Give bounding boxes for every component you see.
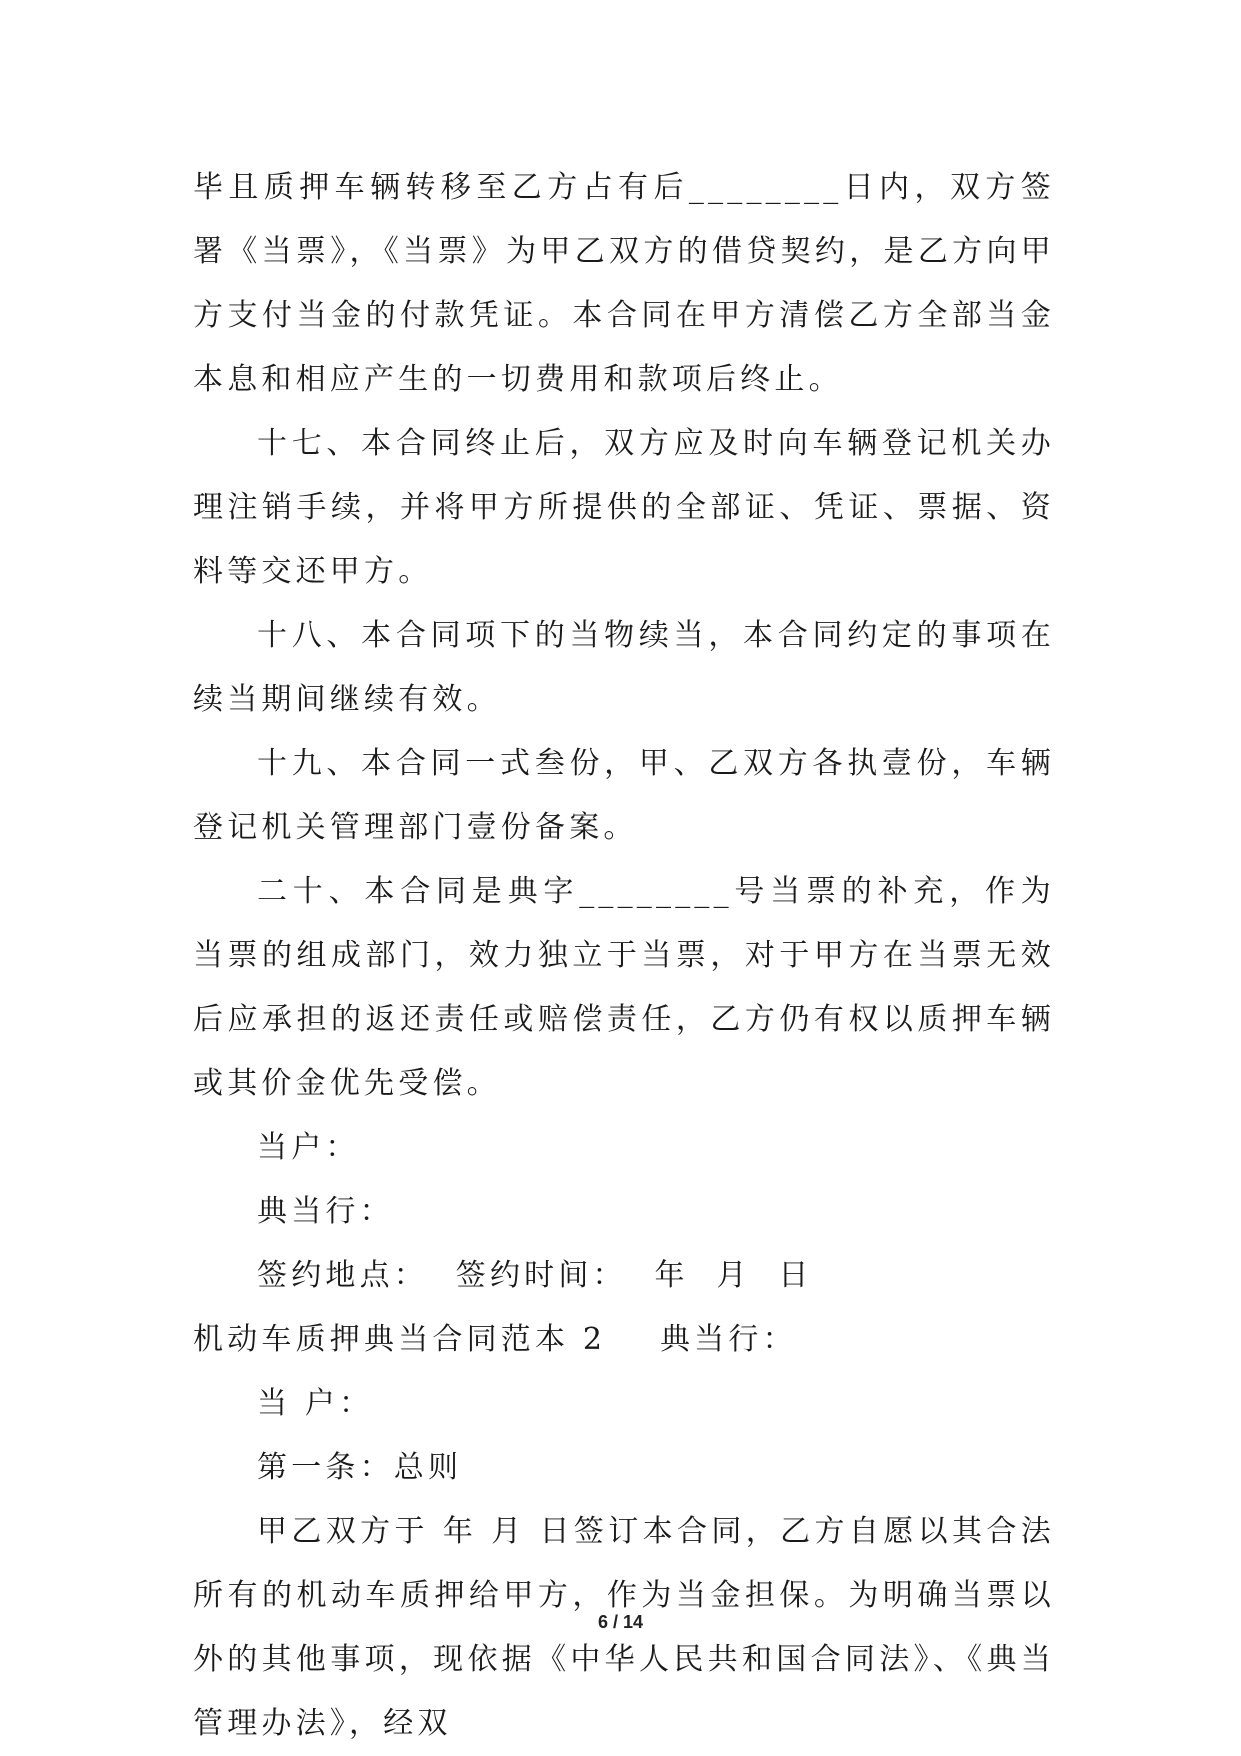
article-1-title: 第一条：总则 <box>257 1450 463 1485</box>
section2-pawnshop-label: 典当行： <box>659 1322 797 1357</box>
signing-place-label: 签约地点： <box>257 1258 428 1293</box>
pawner-label: 当户： <box>257 1130 360 1165</box>
clause-19: 十九、本合同一式叁份，甲、乙双方各执壹份，车辆登记机关管理部门壹份备案。 <box>193 746 1055 845</box>
signature-pawnshop-line <box>193 1180 1055 1244</box>
signing-day: 日 <box>778 1258 813 1293</box>
pawnshop-label: 典当行： <box>257 1194 394 1229</box>
signing-year: 年 <box>654 1258 689 1293</box>
signing-info-line <box>193 1244 1055 1308</box>
section2-title: 机动车质押典当合同范本 2 <box>193 1322 607 1357</box>
article-1-paragraph: 甲乙双方于 年 月 日签订本合同，乙方自愿以其合法所有的机动车质押给甲方，作为当金担保。为明确当票以外的其他事项，现依据《中华人民共和国合同法》、《典当管理办法》，经双 <box>193 1514 1055 1741</box>
section2-pawner-line <box>193 1372 1055 1436</box>
clause-17: 十七、本合同终止后，双方应及时向车辆登记机关办理注销手续，并将甲方所提供的全部证、凭证、票据、资料等交还甲方。 <box>193 426 1055 589</box>
signing-time-label: 签约时间： <box>455 1258 627 1293</box>
paragraph-continuation: 毕且质押车辆转移至乙方占有后________日内，双方签署《当票》，《当票》为甲乙双方的借贷契约，是乙方向甲方支付当金的付款凭证。本合同在甲方清偿乙方全部当金本息和相应产生的一切费用和款项后终止。 <box>193 170 1055 397</box>
page-number: 6 / 14 <box>597 1612 644 1632</box>
clause-18: 十八、本合同项下的当物续当，本合同约定的事项在续当期间继续有效。 <box>193 618 1055 717</box>
signing-month: 月 <box>716 1258 751 1293</box>
clause-20: 二十、本合同是典字________号当票的补充，作为当票的组成部门，效力独立于当票，对于甲方在当票无效后应承担的返还责任或赔偿责任，乙方仍有权以质押车辆或其价金优先受偿。 <box>193 874 1055 1101</box>
section2-pawner-label: 当 户： <box>257 1386 374 1421</box>
signature-pawner-line <box>193 1116 1055 1180</box>
article-1-heading <box>193 1436 1055 1500</box>
section2-heading-line <box>193 1308 1055 1372</box>
document-body <box>193 156 1055 1756</box>
